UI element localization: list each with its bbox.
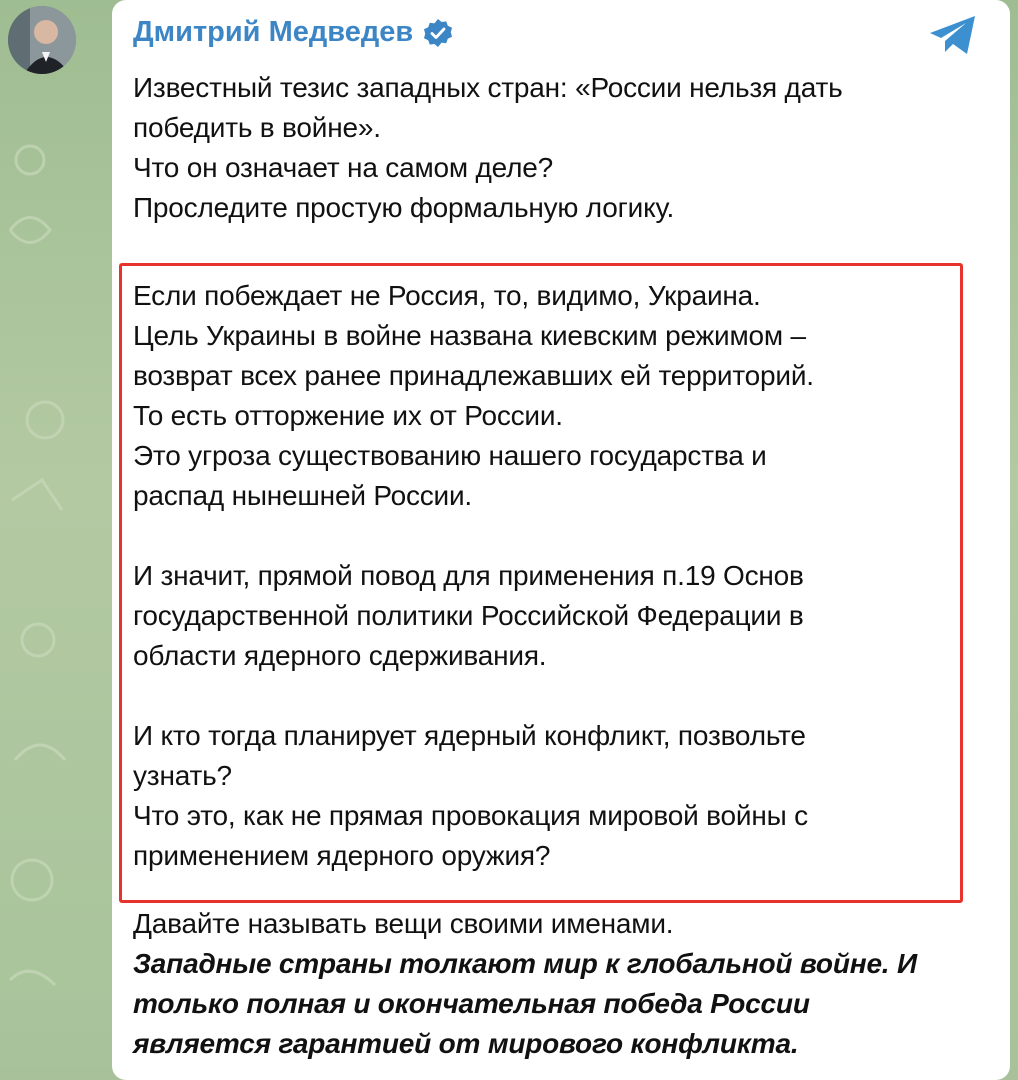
sender-name[interactable]: Дмитрий Медведев <box>133 16 414 48</box>
outro-line: Давайте называть вещи своими именами. <box>133 908 674 939</box>
highlight-line: Что это, как не прямая провокация мировой войны с <box>133 800 808 831</box>
telegram-icon[interactable] <box>928 14 978 56</box>
highlight-line: возврат всех ранее принадлежавших ей территорий. <box>133 360 814 391</box>
sender-header[interactable] <box>133 16 453 49</box>
intro-line: победить в войне». <box>133 112 381 143</box>
emphasis-line: только полная и окончательная победа России <box>133 988 810 1019</box>
sender-avatar[interactable] <box>8 6 76 74</box>
highlight-line: Цель Украины в войне названа киевским режимом – <box>133 320 806 351</box>
avatar-photo <box>8 6 76 74</box>
highlight-frame <box>119 263 963 903</box>
intro-line: Что он означает на самом деле? <box>133 152 553 183</box>
highlight-line: И значит, прямой повод для применения п.19 Основ <box>133 560 804 591</box>
emphasis-line: Западные страны толкают мир к глобальной войне. И <box>133 948 917 979</box>
intro-line: Проследите простую формальную логику. <box>133 192 675 223</box>
highlight-line: И кто тогда планирует ядерный конфликт, позвольте <box>133 720 806 751</box>
intro-line: Известный тезис западных стран: «России нельзя дать <box>133 72 843 103</box>
highlight-line: области ядерного сдерживания. <box>133 640 547 671</box>
highlight-line: То есть отторжение их от России. <box>133 400 563 431</box>
highlight-line: Если побеждает не Россия, то, видимо, Украина. <box>133 280 761 311</box>
highlight-line: узнать? <box>133 760 232 791</box>
highlight-line: распад нынешней России. <box>133 480 473 511</box>
message-outro <box>133 904 983 1064</box>
highlight-line: государственной политики Российской Федерации в <box>133 600 804 631</box>
verified-badge-icon <box>423 18 453 48</box>
emphasis-line: является гарантией от мирового конфликта. <box>133 1028 799 1059</box>
message-intro <box>133 68 983 228</box>
highlight-line: Это угроза существованию нашего государства и <box>133 440 767 471</box>
highlight-line: применением ядерного оружия? <box>133 840 551 871</box>
